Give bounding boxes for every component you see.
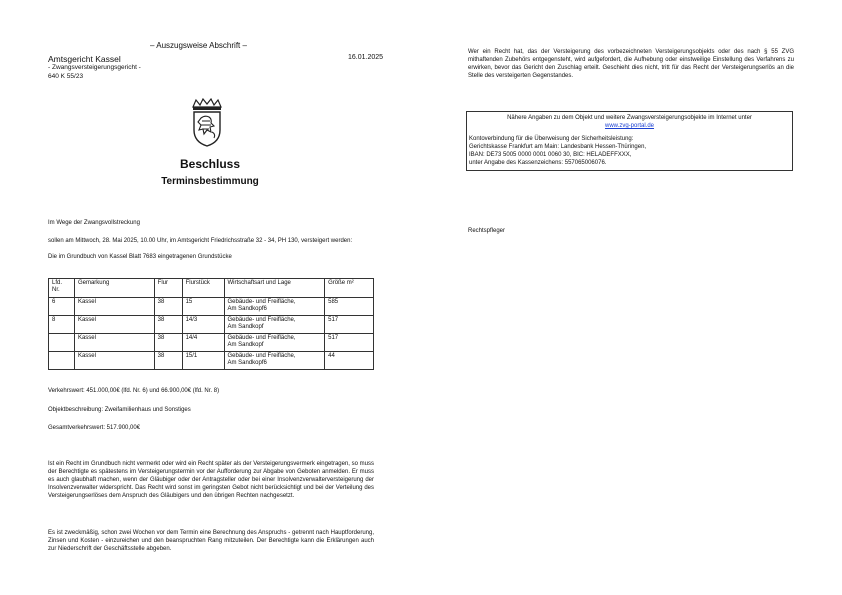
page-title: Beschluss — [179, 157, 241, 171]
cell-gemarkung: Kassel — [74, 316, 154, 334]
cell-nr: 8 — [49, 316, 75, 334]
cell-lage — [224, 334, 325, 352]
cell-flur: 38 — [154, 298, 182, 316]
cell-flur: 38 — [154, 316, 182, 334]
lage-line: Gebäude- und Freifläche, — [227, 353, 296, 359]
cell-lage — [224, 298, 325, 316]
cell-gemarkung: Kassel — [74, 298, 154, 316]
table-row — [49, 316, 374, 334]
market-value: Verkehrswert: 451.000,00€ (lfd. Nr. 6) und 66.900,00€ (lfd. Nr. 8) — [48, 388, 220, 394]
cell-groesse: 517 — [325, 334, 374, 352]
cell-flur: 38 — [154, 334, 182, 352]
lage-line: Am Sandkopf6 — [227, 306, 267, 312]
lage-line: Gebäude- und Freifläche, — [227, 299, 296, 305]
case-number: 640 K 55/23 — [48, 73, 84, 80]
lage-line: Am Sandkopf6 — [227, 360, 267, 366]
document-date: 16.01.2025 — [348, 54, 384, 61]
column-header: Flurstück — [182, 279, 224, 298]
column-header: Flur — [154, 279, 182, 298]
cell-flur: 38 — [154, 352, 182, 370]
cell-flurstueck: 14/4 — [182, 334, 224, 352]
internet-info-text: Nähere Angaben zu dem Objekt und weitere Zwangsversteigerungsobjekte im Internet unter — [507, 115, 752, 121]
auction-schedule: sollen am Mittwoch, 28. Mai 2025, 10.00 Uhr, im Amtsgericht Friedrichsstraße 32 - 34, PH 130, versteigert werden: — [48, 238, 353, 244]
account-heading: Kontoverbindung für die Überweisung der Sicherheitsleistung: — [469, 136, 634, 142]
lage-line: Gebäude- und Freifläche, — [227, 335, 296, 341]
cell-lage — [224, 316, 325, 334]
rights-notice-paragraph: Ist ein Recht im Grundbuch nicht vermerkt oder wird ein Recht später als der Versteigerungsvermerk eingetragen, so muss der Berechtigte es spätestens im Versteigerungstermin vor der Aufforderung zur Abgabe von Geboten anmelden. Er muss es auch glaubhaft machen, wenn der Gläubiger oder der Antragsteller oder bei einer Insolvenzverwalterversteigerung der Insolvenzverwalter widerspricht. Das Recht wird sonst im geringsten Gebot nicht berücksichtigt und bei der Verteilung des Versteigerungserlöses dem Anspruch des Gläubigers und den übrigen Rechten nachgesetzt. — [48, 461, 374, 499]
hesse-lion-coat-of-arms-icon — [190, 98, 224, 148]
land-register-text: Die im Grundbuch von Kassel Blatt 7683 eingetragenen Grundstücke — [48, 254, 232, 260]
table-header-row — [49, 279, 374, 298]
court-department: - Zwangsversteigerungsgericht - — [48, 64, 141, 71]
cell-flurstueck: 14/3 — [182, 316, 224, 334]
claim-notice-paragraph: Es ist zweckmäßig, schon zwei Wochen vor dem Termin eine Berechnung des Anspruchs - getrennt nach Hauptforderung, Zinsen und Kosten - einzureichen und den beanspruchten Rang mitzuteilen. Der Berechtigte kann die Erklärungen auch zur Niederschrift der Geschäftsstelle abgeben. — [48, 530, 374, 552]
court-name: Amtsgericht Kassel — [48, 54, 121, 64]
zvg-portal-link[interactable]: www.zvg-portal.de — [604, 123, 655, 129]
cell-gemarkung: Kassel — [74, 334, 154, 352]
lage-line: Gebäude- und Freifläche, — [227, 317, 296, 323]
intro-text: Im Wege der Zwangsvollstreckung — [48, 220, 140, 226]
cell-groesse: 44 — [325, 352, 374, 370]
cell-groesse: 585 — [325, 298, 374, 316]
table-row — [49, 352, 374, 370]
info-box — [466, 111, 793, 171]
cell-flurstueck: 15/1 — [182, 352, 224, 370]
column-header: Gemarkung — [74, 279, 154, 298]
objection-notice-paragraph: Wer ein Recht hat, das der Versteigerung des vorbezeichneten Versteigerungsobjekts oder des nach § 55 ZVG mithaftenden Zubehörs entgegensteht, wird aufgefordert, die Aufhebung oder einstweilige Einstellung des Verfahrens zu erwirken, bevor das Gericht den Zuschlag erteilt. Geschieht dies nicht, tritt für das Recht der Versteigerungserlös an die Stelle des versteigerten Gegenstandes. — [468, 49, 794, 79]
table-row — [49, 298, 374, 316]
internet-info — [469, 114, 790, 130]
cell-groesse: 517 — [325, 316, 374, 334]
cell-nr — [49, 334, 75, 352]
table-row — [49, 334, 374, 352]
column-header: Lfd. Nr. — [49, 279, 75, 298]
cell-nr: 6 — [49, 298, 75, 316]
cell-flurstueck: 15 — [182, 298, 224, 316]
column-header: Wirtschaftsart und Lage — [224, 279, 325, 298]
signature-role: Rechtspfleger — [468, 228, 506, 234]
cell-gemarkung: Kassel — [74, 352, 154, 370]
account-reference: unter Angabe des Kassenzeichens: 557065006076. — [469, 160, 607, 166]
total-market-value: Gesamtverkehrswert: 517.900,00€ — [48, 425, 141, 431]
account-iban: IBAN: DE73 5005 0000 0001 0060 30, BIC: HELADEFFXXX, — [469, 152, 632, 158]
cell-nr — [49, 352, 75, 370]
object-description: Objektbeschreibung: Zweifamilienhaus und Sonstiges — [48, 407, 191, 413]
parcel-table — [48, 278, 374, 370]
account-bank: Gerichtskasse Frankfurt am Main: Landesbank Hessen-Thüringen, — [469, 144, 647, 150]
page-subtitle: Terminsbestimmung — [161, 176, 259, 187]
lage-line: Am Sandkopf — [227, 324, 264, 330]
cell-lage — [224, 352, 325, 370]
copy-header: – Auszugsweise Abschrift – — [150, 41, 247, 50]
lage-line: Am Sandkopf — [227, 342, 264, 348]
column-header: Größe m² — [325, 279, 374, 298]
